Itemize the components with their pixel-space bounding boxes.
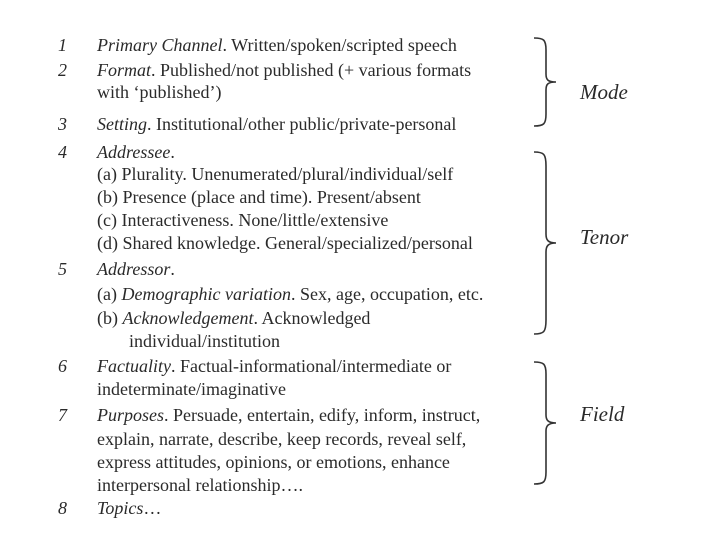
item-line: interpersonal relationship…. — [97, 475, 303, 495]
item-line: Factuality. Factual-informational/intermediate or — [97, 356, 452, 376]
item-number: 7 — [58, 405, 67, 425]
item-line: indeterminate/imaginative — [97, 379, 286, 399]
item-line: Addressor. — [97, 259, 175, 279]
item-line: Format. Published/not published (+ various formats — [97, 60, 472, 80]
item-number: 6 — [58, 356, 67, 376]
item-number: 8 — [58, 498, 67, 518]
item-line: explain, narrate, describe, keep records, reveal self, — [97, 429, 467, 449]
item-line: Setting. Institutional/other public/private-personal — [97, 114, 457, 134]
tenor-brace — [530, 150, 560, 336]
sub-item-line: (b) Presence (place and time). Present/absent — [97, 187, 421, 207]
item-number: 4 — [58, 142, 67, 162]
sub-item-line: (a) Demographic variation. Sex, age, occupation, etc. — [97, 284, 484, 304]
field-brace — [530, 360, 560, 486]
mode-brace — [530, 36, 560, 128]
sub-item-line: (d) Shared knowledge. General/specialized/personal — [97, 233, 473, 253]
item-number: 3 — [58, 114, 67, 134]
sub-item-line: individual/institution — [129, 331, 281, 351]
group-label-mode: Mode — [580, 80, 628, 104]
item-number: 1 — [58, 35, 67, 55]
item-line: with ‘published’) — [97, 82, 222, 102]
item-line: Topics… — [97, 498, 162, 518]
item-line: express attitudes, opinions, or emotions, enhance — [97, 452, 450, 472]
item-number: 5 — [58, 259, 67, 279]
group-label-tenor: Tenor — [580, 225, 629, 249]
item-line: Purposes. Persuade, entertain, edify, inform, instruct, — [97, 405, 481, 425]
item-line: Addressee. — [97, 142, 175, 162]
sub-item-line: (c) Interactiveness. None/little/extensive — [97, 210, 389, 230]
sub-item-line: (a) Plurality. Unenumerated/plural/individual/self — [97, 164, 454, 184]
item-line: Primary Channel. Written/spoken/scripted speech — [97, 35, 457, 55]
group-label-field: Field — [580, 402, 625, 426]
sub-item-line: (b) Acknowledgement. Acknowledged — [97, 308, 371, 328]
item-number: 2 — [58, 60, 67, 80]
